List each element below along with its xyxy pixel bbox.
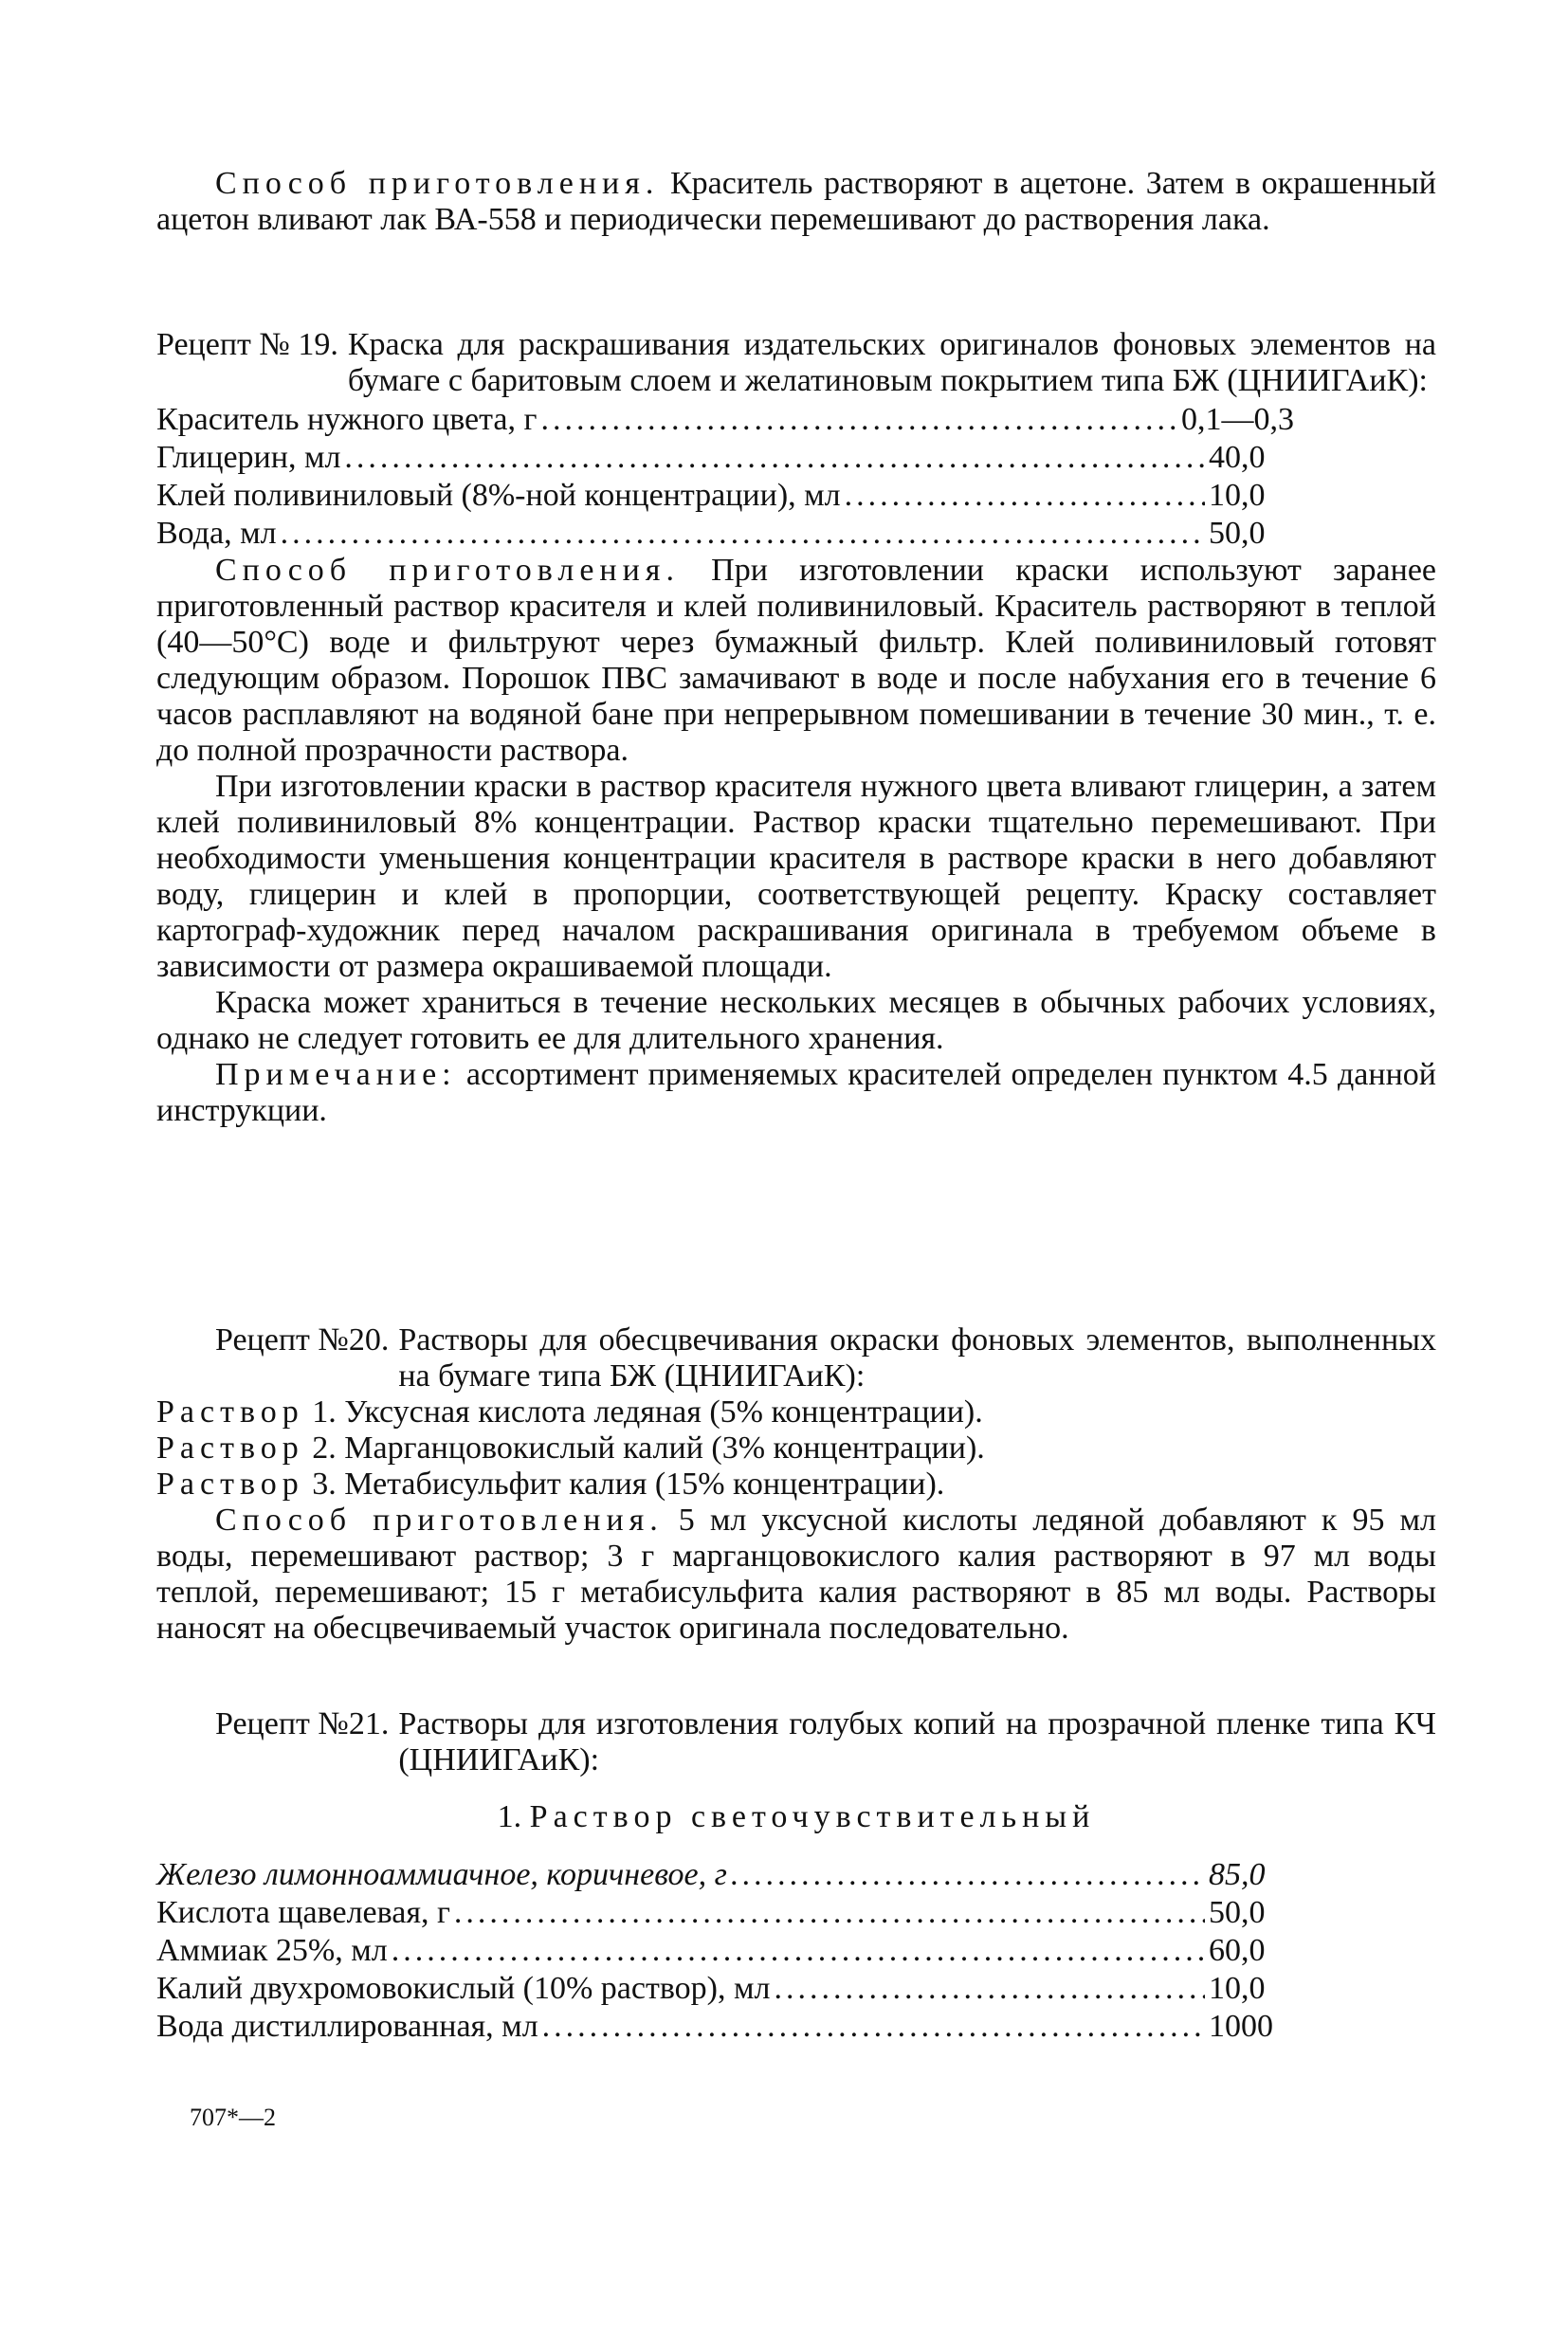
ingredient-row: Аммиак 25%, мл ..... 60,0 <box>156 1932 1294 1970</box>
recipe-19-title: Краска для раскрашивания издательских оригиналов фоновых элементов на бумаге с баритовым слоем и желатиновым покрытием типа БЖ (ЦНИИГАиК): <box>347 327 1436 398</box>
recipe-20-method: Способ приготовления. 5 мл уксусной кислоты ледяной добавляют к 95 мл воды, перемешивают раствор; 3 г марганцовокислого калия растворяют в 97 мл воды теплой, перемешивают; 15 г метабисульфита калия растворяют в 85 мл воды. Растворы наносят на обесцвечиваемый участок оригинала последовательно. <box>156 1503 1436 1646</box>
ingredient-row: Глицерин, мл ..... 40,0 <box>156 439 1294 477</box>
recipe-20-title: Растворы для обесцвечивания окраски фоновых элементов, выполненных на бумаге типа БЖ (ЦНИИГАиК): <box>398 1322 1436 1394</box>
recipe-19-method: Способ приготовления. При изготовлении краски используют заранее приготовленный раствор красителя и клей поливиниловый. Краситель растворяют в теплой (40—50°С) воде и фильтруют через бумажный фильтр. Клей поливиниловый готовят следующим образом. Порошок ПВС замачивают в воде и после набухания его в течение 6 часов расплавляют на водяной бане при непрерывном помешивании в течение 30 мин., т. е. до полной прозрачности раствора. <box>156 553 1436 768</box>
page-footer-signature: 707*—2 <box>190 2104 276 2131</box>
ingredient-row: Краситель нужного цвета, г ..... 0,1—0,3 <box>156 401 1294 439</box>
ingredient-row: Вода дистиллированная, мл ..... 1000 <box>156 2008 1294 2046</box>
recipe-19-paragraph-2: При изготовлении краски в раствор красителя нужного цвета вливают глицерин, а затем клей поливиниловый 8% концентрации. Раствор краски тщательно перемешивают. При необходимости уменьшения концентрации красителя в растворе краски в него добавляют воду, глицерин и клей в пропорции, соответствующей рецепту. Краску составляет картограф-художник перед началом раскрашивания оригинала в требуемом объеме в зависимости от размера окрашиваемой площади. <box>156 769 1436 984</box>
intro-text: Краситель растворяют в ацетоне. Затем в окрашенный ацетон вливают лак ВА-558 и периодически перемешивают до растворения лака. <box>156 166 1436 237</box>
ingredient-row: Калий двухромовокислый (10% раствор), мл ..... 10,0 <box>156 1970 1294 2008</box>
ingredient-row: Кислота щавелевая, г ..... 50,0 <box>156 1894 1294 1932</box>
recipe-20-heading <box>156 1322 1436 1394</box>
method-label: Способ приготовления. <box>215 166 660 201</box>
recipe-21-heading <box>156 1706 1436 1778</box>
ingredient-row: Вода, мл ..... 50,0 <box>156 515 1294 553</box>
recipe-20-label: Рецепт №20. <box>215 1322 390 1358</box>
recipe-20-solutions <box>156 1394 1436 1503</box>
solution-line: Раствор 3. Метабисульфит калия (15% концентрации). <box>156 1467 945 1502</box>
recipe-19-paragraph-3: Краска может храниться в течение нескольких месяцев в обычных рабочих условиях, однако не следует готовить ее для длительного хранения. <box>156 985 1436 1056</box>
recipe-19 <box>156 327 1436 1129</box>
solution-line: Раствор 2. Марганцовокислый калий (3% концентрации). <box>156 1431 985 1466</box>
recipe-20 <box>156 1322 1436 1647</box>
recipe-21 <box>156 1706 1436 2046</box>
ingredient-row: Клей поливиниловый (8%-ной концентрации), мл ..... 10,0 <box>156 477 1294 515</box>
recipe-21-ingredients <box>156 1856 1436 2046</box>
recipe-21-title: Растворы для изготовления голубых копий на прозрачной пленке типа КЧ (ЦНИИГАиК): <box>398 1706 1436 1777</box>
recipe-21-section-heading: 1. Раствор светочувствительный <box>497 1799 1096 1834</box>
recipe-19-ingredients <box>156 401 1436 553</box>
recipe-19-heading <box>156 327 1436 399</box>
recipe-19-label: Рецепт № 19. <box>156 327 338 362</box>
solution-line: Раствор 1. Уксусная кислота ледяная (5% концентрации). <box>156 1394 983 1430</box>
ingredient-row: Железо лимонноаммиачное, коричневое, г ..... 85,0 <box>156 1856 1294 1894</box>
recipe-19-note: Примечание: ассортимент применяемых красителей определен пунктом 4.5 данной инструкции. <box>156 1057 1436 1128</box>
intro-paragraph <box>156 166 1436 238</box>
recipe-21-label: Рецепт №21. <box>215 1706 390 1741</box>
